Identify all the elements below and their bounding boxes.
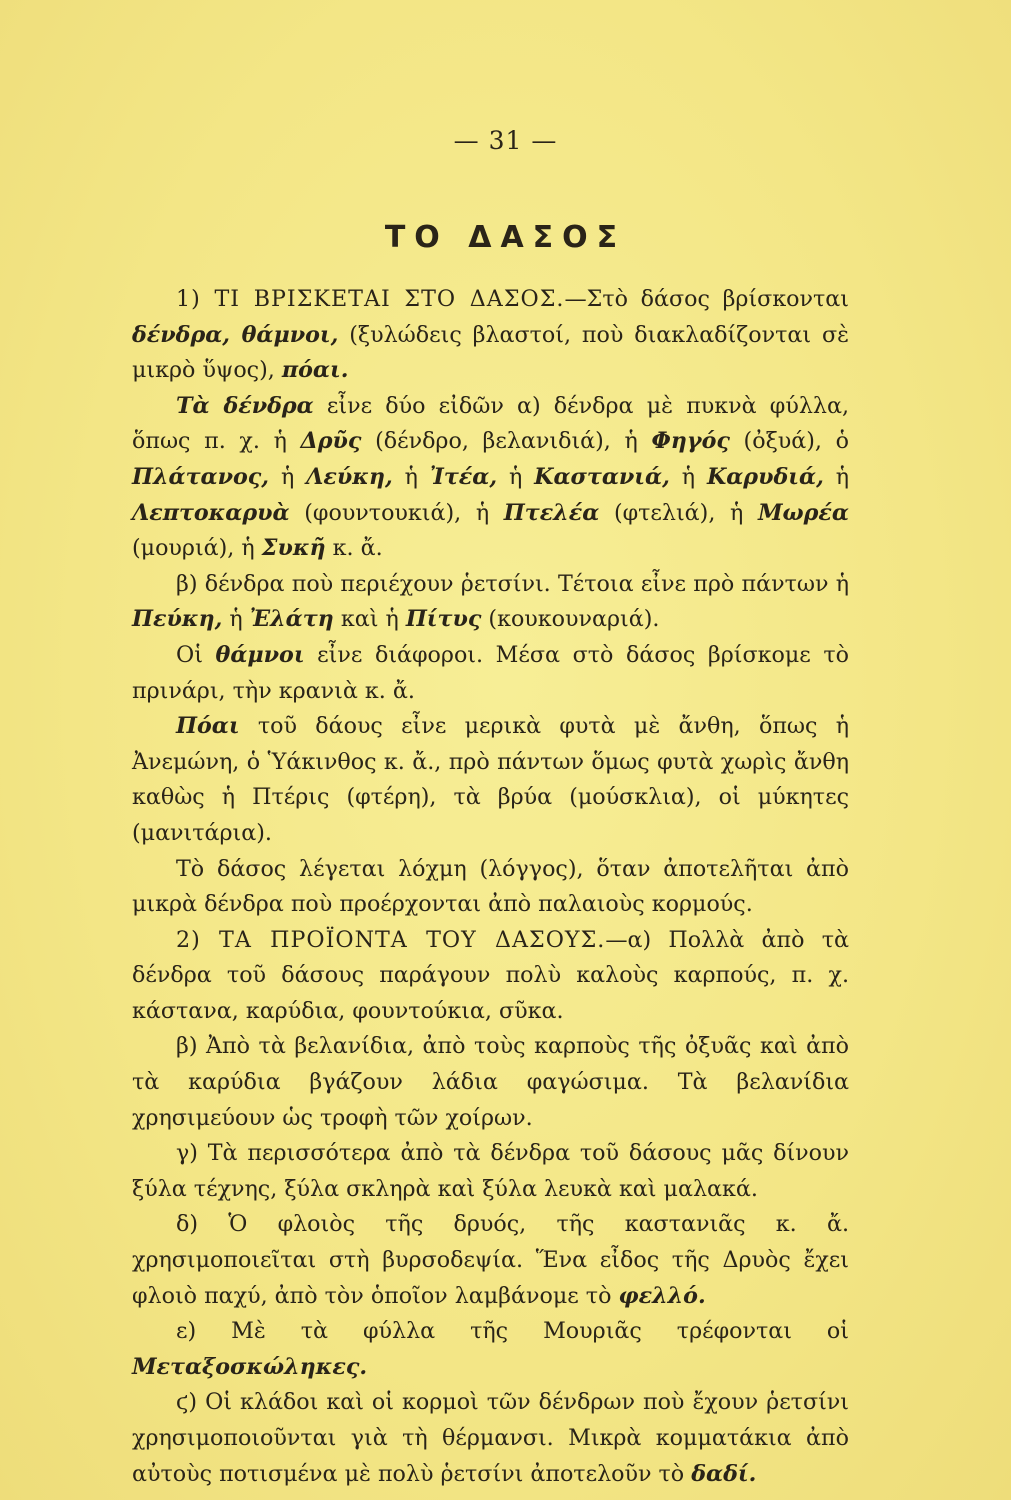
term: πόαι. — [281, 357, 349, 384]
term: Φηγός — [651, 428, 730, 455]
term: Πλάτανος, — [132, 463, 270, 490]
section-heading-2: 2) ΤΑ ΠΡΟΪΟΝΤΑ ΤΟΥ ΔΑΣΟΥΣ. — [176, 926, 606, 953]
text: ἡ — [392, 463, 430, 490]
page-number: — 31 — — [453, 126, 558, 155]
term: Πόαι — [176, 713, 240, 740]
text: ἡ — [669, 463, 707, 490]
text: τοῦ δάους εἶνε μερικὰ φυτὰ μὲ ἄνθη, ὅπως ἡ Ἀνεμώνη, ὁ Ὑάκινθος κ. ἄ., πρὸ πάντων ὅμως φυτὰ χωρὶς ἄνθη καθὼς ἡ Πτέρις (φτέρη), τὰ βρύα (μούσκλια), οἱ μύκητες (μανιτάρια). — [132, 713, 849, 846]
term: Μωρέα — [757, 499, 849, 526]
text: (ξυλώδεις βλαστοί, ποὺ διακλαδίζονται σὲ μικρὸ ὕψος), — [132, 321, 849, 384]
text: κ. ἄ. — [325, 535, 383, 562]
paragraph-7 — [132, 923, 849, 1030]
paragraph-8: β) Ἀπὸ τὰ βελανίδια, ἀπὸ τοὺς καρποὺς τῆς ὀξυᾶς καὶ ἀπὸ τὰ καρύδια βγάζουν λάδια φαγώσιμα. Τὰ βελανίδια χρησιμεύουν ὡς τροφὴ τῶν χοίρων. — [132, 1033, 849, 1131]
text: β) δένδρα ποὺ περιέχουν ῥετσίνι. Τέτοια εἶνε πρὸ πάντων ἡ — [176, 570, 849, 597]
text: (κουκουναριά). — [481, 606, 660, 633]
term: Ἰτέα, — [429, 463, 498, 490]
text: Οἱ — [176, 641, 216, 668]
term: φελλό. — [618, 1282, 706, 1309]
paragraph-1 — [132, 282, 849, 389]
term: Συκῆ — [261, 535, 326, 562]
text: (μουριά), ἡ — [132, 535, 262, 562]
paragraph-12 — [132, 1385, 849, 1492]
term: θάμνοι — [215, 641, 305, 668]
text: ε) Μὲ τὰ φύλλα τῆς Μουριᾶς τρέφονται οἱ — [176, 1318, 849, 1345]
term: δαδί. — [691, 1460, 757, 1487]
chapter-title: ΤΟ ΔΑΣΟΣ — [384, 220, 627, 255]
text: εἶνε διάφοροι. Μέσα στὸ δάσος βρίσκομε τὸ πρινάρι, τὴν κρανιὰ κ. ἄ. — [132, 641, 849, 704]
text: (φουντουκιά), ἡ — [289, 499, 504, 526]
term: Μεταξοσκώληκες. — [132, 1353, 368, 1380]
text: δ) Ὁ φλοιὸς τῆς δρυός, τῆς καστανιᾶς κ. ἄ. χρησιμοποιεῖται στὴ βυρσοδεψία. Ἕνα εἶδος τῆς Δρυὸς ἔχει φλοιὸ παχύ, ἀπὸ τὸν ὁποῖον λαμβάνομε τὸ — [132, 1211, 849, 1309]
term: Ἐλάτη — [249, 606, 334, 633]
paragraph-6: Τὸ δάσος λέγεται λόχμη (λόγγος), ὅταν ἀποτελῆται ἀπὸ μικρὰ δένδρα ποὺ προέρχονται ἀπὸ παλαιοὺς κορμούς. — [132, 855, 849, 918]
section-heading-1: 1) ΤΙ ΒΡΙΣΚΕΤΑΙ ΣΤΟ ΔΑΣΟΣ. — [176, 286, 565, 312]
text: (ὀξυά), ὁ — [729, 428, 849, 455]
term: Καρυδιά, — [706, 463, 824, 490]
term: Καστανιά, — [534, 463, 670, 490]
paragraph-3 — [132, 567, 849, 638]
paragraph-10 — [132, 1207, 849, 1314]
paragraph-5 — [132, 709, 849, 851]
text: (δένδρο, βελανιδιά), ἡ — [361, 428, 652, 455]
term: Πίτυς — [405, 606, 482, 633]
paragraph-2 — [132, 389, 849, 567]
text: καὶ ἡ — [333, 606, 406, 633]
paragraph-11 — [132, 1314, 849, 1385]
text: εἶνε δύο εἰδῶν α) δένδρα μὲ πυκνὰ φύλλα, ὅπως π. χ. ἡ — [132, 392, 849, 455]
text: ἡ — [269, 463, 307, 490]
term: Λεύκη, — [306, 463, 393, 490]
text: ἡ — [497, 463, 535, 490]
text: —α) Πολλὰ ἀπὸ τὰ δένδρα τοῦ δάσους παράγουν πολὺ καλοὺς καρπούς, π. χ. κάστανα, καρύδια, φουντούκια, σῦκα. — [132, 926, 849, 1024]
term: Πτελέα — [503, 499, 600, 526]
text: ἡ — [823, 463, 850, 490]
text: ἡ — [222, 606, 250, 633]
text: (φτελιά), ἡ — [599, 499, 758, 526]
term: Πεύκη, — [132, 606, 223, 633]
paragraph-4 — [132, 638, 849, 709]
text: ϛ) Οἱ κλάδοι καὶ οἱ κορμοὶ τῶν δένδρων ποὺ ἔχουν ῥετσίνι χρησιμοποιοῦνται γιὰ τὴ θέρμανσι. Μικρὰ κομματάκια ἀπὸ αὐτοὺς ποτισμένα μὲ πολὺ ῥετσίνι ἀποτελοῦν τὸ — [132, 1389, 849, 1487]
term: Τὰ δένδρα — [176, 392, 314, 419]
paragraph-9: γ) Τὰ περισσότερα ἀπὸ τὰ δένδρα τοῦ δάσους μᾶς δίνουν ξύλα τέχνης, ξύλα σκληρὰ καὶ ξύλα λευκὰ καὶ μαλακά. — [132, 1140, 849, 1202]
term: δένδρα, θάμνοι, — [132, 321, 339, 348]
text: —Στὸ δάσος βρίσκονται — [564, 286, 849, 312]
chapter-body — [132, 282, 849, 1492]
term: Λεπτοκαρυὰ — [132, 499, 290, 526]
term: Δρῦς — [300, 428, 362, 455]
